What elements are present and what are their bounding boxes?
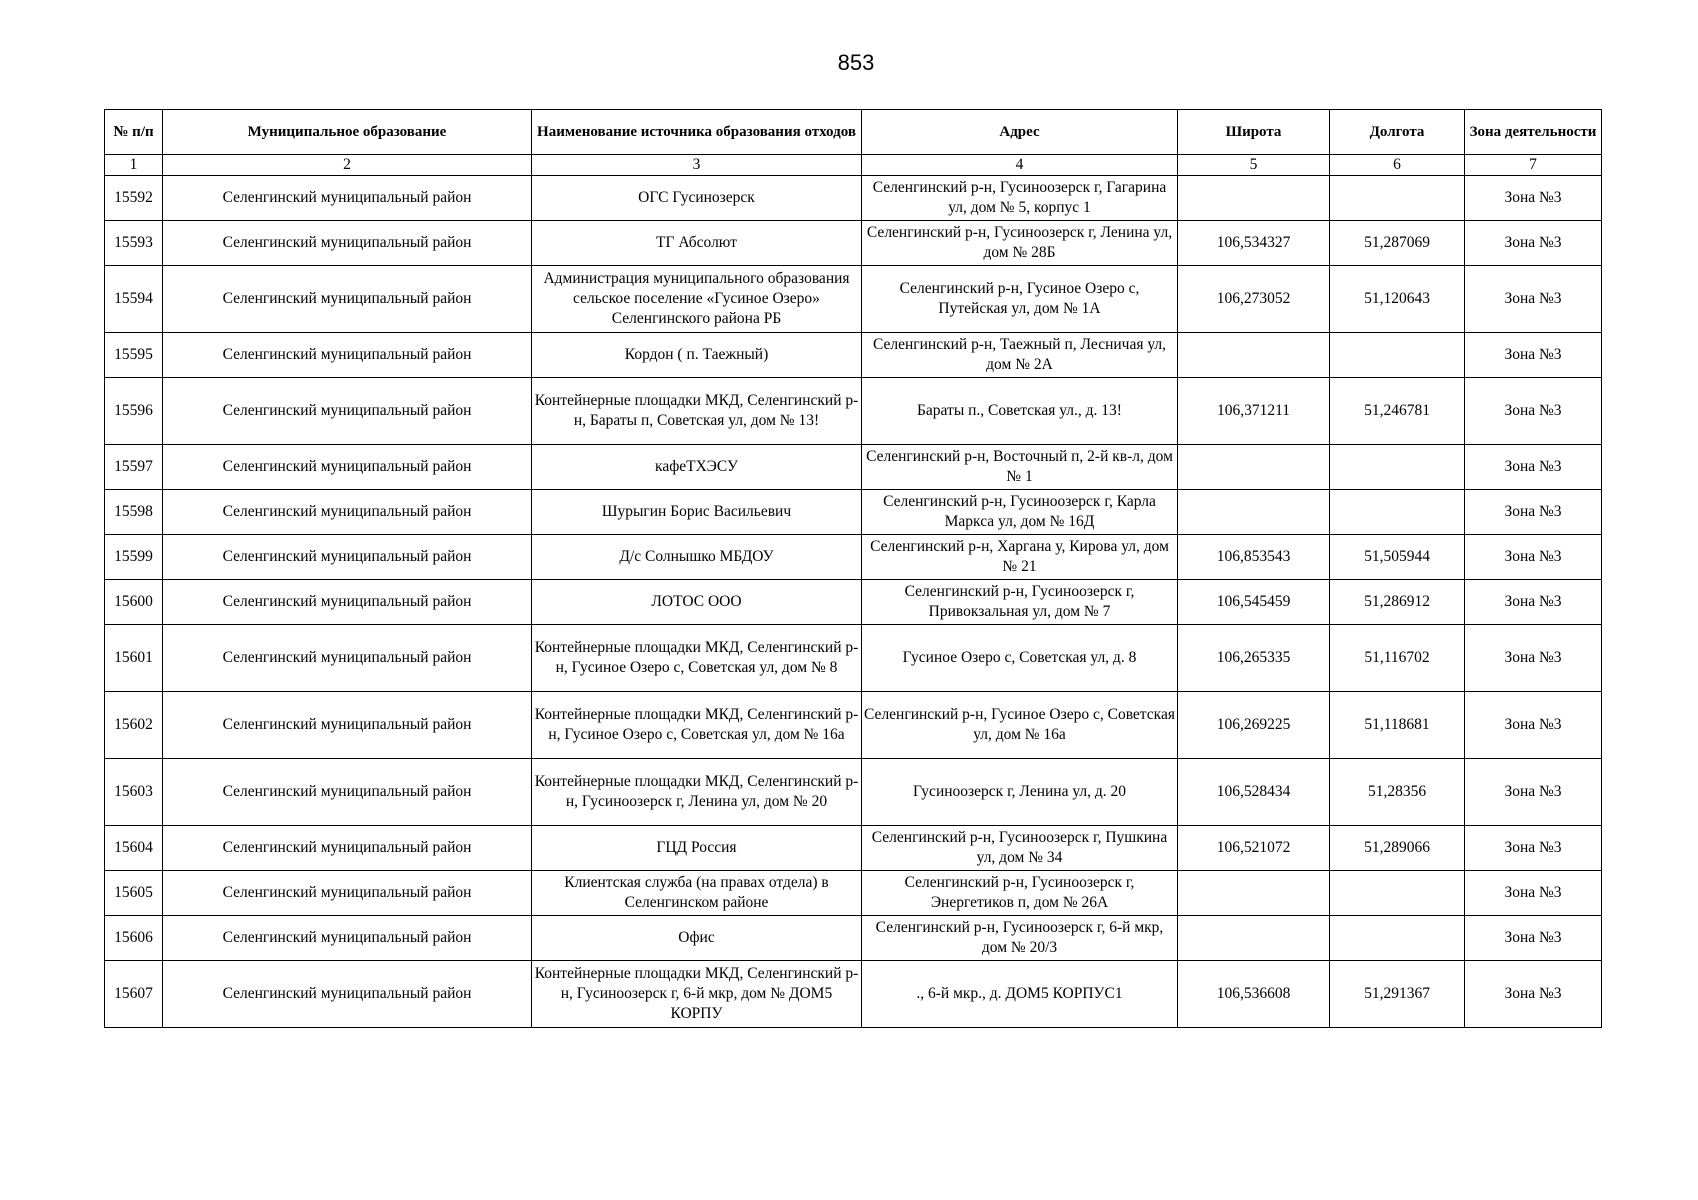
header-cell-zone: Зона деятельности (1465, 110, 1602, 155)
cell-zone: Зона №3 (1465, 961, 1602, 1028)
cell-source: Кордон ( п. Таежный) (532, 333, 862, 378)
cell-address: Гусиное Озеро с, Советская ул, д. 8 (862, 625, 1178, 692)
table-row (105, 759, 1602, 826)
table-row (105, 221, 1602, 266)
column-number: 2 (163, 155, 532, 176)
cell-longitude: 51,116702 (1330, 625, 1465, 692)
cell-municipality: Селенгинский муниципальный район (163, 221, 532, 266)
cell-address: Селенгинский р-н, Гусиноозерск г, Пушкина ул, дом № 34 (862, 826, 1178, 871)
cell-municipality: Селенгинский муниципальный район (163, 826, 532, 871)
cell-longitude (1330, 871, 1465, 916)
cell-address: Селенгинский р-н, Таежный п, Лесничая ул, дом № 2А (862, 333, 1178, 378)
cell-municipality: Селенгинский муниципальный район (163, 176, 532, 221)
cell-source: Контейнерные площадки МКД, Селенгинский р-н, Гусиное Озеро с, Советская ул, дом № 8 (532, 625, 862, 692)
cell-zone: Зона №3 (1465, 176, 1602, 221)
table-row (105, 826, 1602, 871)
cell-municipality: Селенгинский муниципальный район (163, 961, 532, 1028)
cell-num: 15597 (105, 445, 163, 490)
cell-address: Бараты п., Советская ул., д. 13! (862, 378, 1178, 445)
cell-source: ТГ Абсолют (532, 221, 862, 266)
cell-source: Клиентская служба (на правах отдела) в Селенгинском районе (532, 871, 862, 916)
cell-municipality: Селенгинский муниципальный район (163, 378, 532, 445)
cell-municipality: Селенгинский муниципальный район (163, 580, 532, 625)
column-number: 4 (862, 155, 1178, 176)
cell-municipality: Селенгинский муниципальный район (163, 759, 532, 826)
cell-longitude: 51,120643 (1330, 266, 1465, 333)
cell-longitude: 51,505944 (1330, 535, 1465, 580)
cell-latitude: 106,853543 (1178, 535, 1330, 580)
cell-longitude: 51,291367 (1330, 961, 1465, 1028)
cell-address: Селенгинский р-н, Гусиноозерск г, Ленина ул, дом № 28Б (862, 221, 1178, 266)
cell-latitude (1178, 333, 1330, 378)
cell-zone: Зона №3 (1465, 692, 1602, 759)
cell-longitude (1330, 916, 1465, 961)
cell-address: Селенгинский р-н, Восточный п, 2-й кв-л, дом № 1 (862, 445, 1178, 490)
cell-latitude: 106,265335 (1178, 625, 1330, 692)
cell-source: Контейнерные площадки МКД, Селенгинский р-н, Бараты п, Советская ул, дом № 13! (532, 378, 862, 445)
table-row (105, 535, 1602, 580)
cell-num: 15594 (105, 266, 163, 333)
header-cell-num: № п/п (105, 110, 163, 155)
cell-municipality: Селенгинский муниципальный район (163, 490, 532, 535)
header-cell-latitude: Широта (1178, 110, 1330, 155)
table-row (105, 378, 1602, 445)
cell-source: Офис (532, 916, 862, 961)
cell-longitude (1330, 490, 1465, 535)
cell-municipality: Селенгинский муниципальный район (163, 333, 532, 378)
cell-municipality: Селенгинский муниципальный район (163, 625, 532, 692)
cell-latitude: 106,528434 (1178, 759, 1330, 826)
waste-sources-table (104, 109, 1602, 1028)
cell-address: Селенгинский р-н, Гусиноозерск г, Карла Маркса ул, дом № 16Д (862, 490, 1178, 535)
cell-latitude: 106,534327 (1178, 221, 1330, 266)
table-row (105, 266, 1602, 333)
cell-latitude (1178, 176, 1330, 221)
table-body (105, 176, 1602, 1028)
cell-source: Администрация муниципального образования сельское поселение «Гусиное Озеро» Селенгинского района РБ (532, 266, 862, 333)
cell-source: Д/с Солнышко МБДОУ (532, 535, 862, 580)
cell-num: 15592 (105, 176, 163, 221)
cell-address: Селенгинский р-н, Гусиноозерск г, Привокзальная ул, дом № 7 (862, 580, 1178, 625)
page-number: 853 (837, 50, 875, 75)
cell-num: 15601 (105, 625, 163, 692)
table-row (105, 692, 1602, 759)
cell-municipality: Селенгинский муниципальный район (163, 445, 532, 490)
cell-longitude (1330, 445, 1465, 490)
cell-address: Селенгинский р-н, Гусиное Озеро с, Путейская ул, дом № 1А (862, 266, 1178, 333)
cell-latitude: 106,371211 (1178, 378, 1330, 445)
cell-longitude: 51,289066 (1330, 826, 1465, 871)
cell-num: 15596 (105, 378, 163, 445)
cell-num: 15603 (105, 759, 163, 826)
cell-municipality: Селенгинский муниципальный район (163, 266, 532, 333)
cell-latitude: 106,536608 (1178, 961, 1330, 1028)
table-row (105, 176, 1602, 221)
cell-source: Шурыгин Борис Васильевич (532, 490, 862, 535)
column-number: 3 (532, 155, 862, 176)
cell-address: Селенгинский р-н, Харгана у, Кирова ул, дом № 21 (862, 535, 1178, 580)
cell-zone: Зона №3 (1465, 916, 1602, 961)
table-row (105, 625, 1602, 692)
cell-longitude: 51,286912 (1330, 580, 1465, 625)
cell-longitude (1330, 176, 1465, 221)
cell-address: Гусиноозерск г, Ленина ул, д. 20 (862, 759, 1178, 826)
cell-longitude (1330, 333, 1465, 378)
cell-address: Селенгинский р-н, Гусиноозерск г, Энергетиков п, дом № 26А (862, 871, 1178, 916)
cell-zone: Зона №3 (1465, 826, 1602, 871)
cell-municipality: Селенгинский муниципальный район (163, 692, 532, 759)
cell-zone: Зона №3 (1465, 378, 1602, 445)
cell-num: 15599 (105, 535, 163, 580)
table-row (105, 333, 1602, 378)
column-number: 6 (1330, 155, 1465, 176)
header-cell-source: Наименование источника образования отходов (532, 110, 862, 155)
cell-zone: Зона №3 (1465, 221, 1602, 266)
cell-num: 15607 (105, 961, 163, 1028)
cell-source: ГЦД Россия (532, 826, 862, 871)
cell-address: ., 6-й мкр., д. ДОМ5 КОРПУС1 (862, 961, 1178, 1028)
cell-zone: Зона №3 (1465, 333, 1602, 378)
cell-source: Контейнерные площадки МКД, Селенгинский р-н, Гусиноозерск г, 6-й мкр, дом № ДОМ5 КОРПУ (532, 961, 862, 1028)
cell-latitude (1178, 871, 1330, 916)
cell-latitude (1178, 916, 1330, 961)
table-row (105, 916, 1602, 961)
cell-source: Контейнерные площадки МКД, Селенгинский р-н, Гусиноозерск г, Ленина ул, дом № 20 (532, 759, 862, 826)
table-row (105, 871, 1602, 916)
cell-latitude (1178, 445, 1330, 490)
cell-num: 15605 (105, 871, 163, 916)
cell-zone: Зона №3 (1465, 871, 1602, 916)
header-cell-address: Адрес (862, 110, 1178, 155)
cell-longitude: 51,118681 (1330, 692, 1465, 759)
table-row (105, 961, 1602, 1028)
cell-municipality: Селенгинский муниципальный район (163, 916, 532, 961)
cell-num: 15593 (105, 221, 163, 266)
cell-num: 15602 (105, 692, 163, 759)
cell-source: ОГС Гусинозерск (532, 176, 862, 221)
cell-address: Селенгинский р-н, Гусиноозерск г, 6-й мкр, дом № 20/3 (862, 916, 1178, 961)
cell-longitude: 51,28356 (1330, 759, 1465, 826)
cell-latitude: 106,273052 (1178, 266, 1330, 333)
column-number: 7 (1465, 155, 1602, 176)
cell-zone: Зона №3 (1465, 625, 1602, 692)
cell-zone: Зона №3 (1465, 580, 1602, 625)
header-row (105, 110, 1602, 155)
cell-source: ЛОТОС ООО (532, 580, 862, 625)
table-row (105, 490, 1602, 535)
cell-zone: Зона №3 (1465, 445, 1602, 490)
cell-source: кафеТХЭСУ (532, 445, 862, 490)
cell-municipality: Селенгинский муниципальный район (163, 535, 532, 580)
cell-zone: Зона №3 (1465, 759, 1602, 826)
cell-longitude: 51,287069 (1330, 221, 1465, 266)
table-row (105, 445, 1602, 490)
cell-latitude: 106,269225 (1178, 692, 1330, 759)
header-cell-longitude: Долгота (1330, 110, 1465, 155)
cell-longitude: 51,246781 (1330, 378, 1465, 445)
cell-source: Контейнерные площадки МКД, Селенгинский р-н, Гусиное Озеро с, Советская ул, дом № 16а (532, 692, 862, 759)
cell-zone: Зона №3 (1465, 490, 1602, 535)
cell-zone: Зона №3 (1465, 266, 1602, 333)
column-number: 5 (1178, 155, 1330, 176)
table-row (105, 580, 1602, 625)
cell-municipality: Селенгинский муниципальный район (163, 871, 532, 916)
header-cell-municipality: Муниципальное образование (163, 110, 532, 155)
column-number: 1 (105, 155, 163, 176)
cell-num: 15595 (105, 333, 163, 378)
column-number-row (105, 155, 1602, 176)
cell-latitude: 106,545459 (1178, 580, 1330, 625)
cell-latitude (1178, 490, 1330, 535)
cell-address: Селенгинский р-н, Гусиное Озеро с, Советская ул, дом № 16а (862, 692, 1178, 759)
cell-num: 15600 (105, 580, 163, 625)
cell-num: 15598 (105, 490, 163, 535)
cell-latitude: 106,521072 (1178, 826, 1330, 871)
cell-num: 15606 (105, 916, 163, 961)
cell-num: 15604 (105, 826, 163, 871)
cell-address: Селенгинский р-н, Гусиноозерск г, Гагарина ул, дом № 5, корпус 1 (862, 176, 1178, 221)
cell-zone: Зона №3 (1465, 535, 1602, 580)
